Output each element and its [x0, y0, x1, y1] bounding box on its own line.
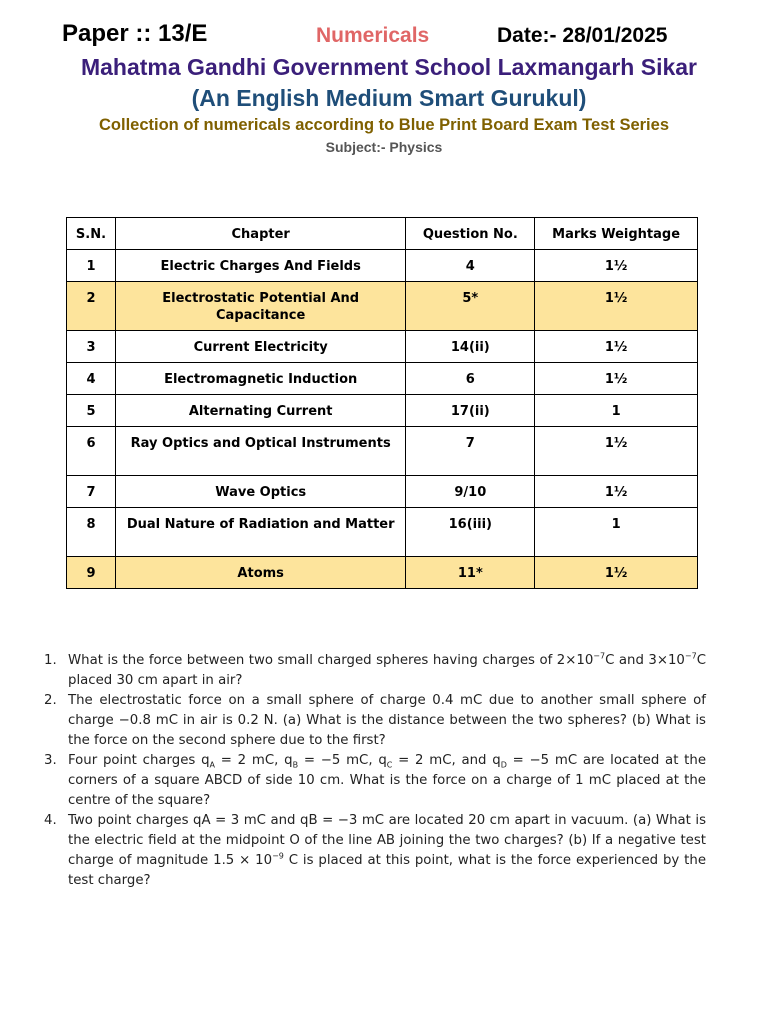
cell-chapter: Dual Nature of Radiation and Matter: [115, 508, 405, 557]
question-text: = −5 mC are located at the corners of a square ABCD of side 10 cm. What is the force on a charge of 1 mC placed at the centre of the square?: [68, 753, 706, 808]
header-sn: S.N.: [67, 218, 116, 250]
cell-q: 7: [406, 427, 535, 476]
cell-chapter: Ray Optics and Optical Instruments: [115, 427, 405, 476]
table-row: [67, 427, 698, 476]
cell-chapter: Electrostatic Potential And Capacitance: [115, 282, 405, 331]
cell-marks: 1: [535, 508, 698, 557]
blueprint-table: [66, 217, 698, 589]
cell-marks: 1½: [535, 282, 698, 331]
question-text: D: [500, 760, 507, 770]
cell-sn: 6: [67, 427, 116, 476]
section-label: Numericals: [316, 24, 430, 47]
question-text: −7: [593, 651, 606, 661]
question-text: = 2 mC, and q: [392, 753, 501, 768]
cell-q: 16(iii): [406, 508, 535, 557]
cell-marks: 1½: [535, 476, 698, 508]
table-row: [67, 282, 698, 331]
cell-marks: 1½: [535, 557, 698, 589]
question-text: What is the force between two small charged spheres having charges of 2×10: [68, 653, 594, 668]
cell-q: 11*: [406, 557, 535, 589]
cell-sn: 2: [67, 282, 116, 331]
collection-title: Collection of numericals according to Blue Print Board Exam Test Series: [99, 116, 669, 134]
table-row: [67, 395, 698, 427]
question-text: Four point charges q: [68, 753, 210, 768]
cell-q: 5*: [406, 282, 535, 331]
table-row: [67, 508, 698, 557]
cell-sn: 3: [67, 331, 116, 363]
table-row: [67, 476, 698, 508]
cell-q: 6: [406, 363, 535, 395]
school-name: Mahatma Gandhi Government School Laxmangarh Sikar: [80, 54, 698, 80]
header-question: Question No.: [406, 218, 535, 250]
cell-chapter: Alternating Current: [115, 395, 405, 427]
question-text: = 2 mC, q: [215, 753, 293, 768]
cell-sn: 1: [67, 250, 116, 282]
question-number: 3.: [44, 753, 57, 768]
cell-sn: 4: [67, 363, 116, 395]
question-text: Two point charges qA = 3 mC and qB = −3 mC are located 20 cm apart in vacuum. (a) What is the electric field at the midpoint O of the line AB joining the two charges? (b) If a negative test charge of magnitude 1.5 × 10: [68, 813, 706, 868]
question-list: [44, 651, 706, 891]
cell-marks: 1: [535, 395, 698, 427]
cell-marks: 1½: [535, 331, 698, 363]
question-number: 2.: [44, 693, 57, 708]
question-text: −7: [684, 651, 697, 661]
question-number: 4.: [44, 813, 57, 828]
cell-marks: 1½: [535, 363, 698, 395]
cell-sn: 7: [67, 476, 116, 508]
question-text: C is placed at this point, what is the force experienced by the test charge?: [68, 853, 706, 888]
cell-chapter: Electromagnetic Induction: [115, 363, 405, 395]
cell-marks: 1½: [535, 427, 698, 476]
question-item: [44, 691, 706, 751]
table-row: [67, 250, 698, 282]
table-row: [67, 331, 698, 363]
school-tagline: (An English Medium Smart Gurukul): [191, 85, 587, 111]
question-text: B: [292, 760, 299, 770]
header-chapter: Chapter: [115, 218, 405, 250]
question-text: = −5 mC, q: [298, 753, 387, 768]
table-row: [67, 363, 698, 395]
question-number: 1.: [44, 653, 57, 668]
question-text: C and 3×10: [605, 653, 685, 668]
cell-chapter: Atoms: [115, 557, 405, 589]
question-text: A: [209, 760, 215, 770]
cell-chapter: Current Electricity: [115, 331, 405, 363]
question-text: The electrostatic force on a small sphere of charge 0.4 mC due to another small sphere of charge −0.8 mC in air is 0.2 N. (a) What is the distance between the two spheres? (b) What is the force on the second sphere due to the first?: [68, 693, 706, 748]
cell-sn: 5: [67, 395, 116, 427]
cell-chapter: Electric Charges And Fields: [115, 250, 405, 282]
question-item: [44, 811, 706, 891]
subject: Subject:- Physics: [325, 139, 443, 155]
cell-q: 4: [406, 250, 535, 282]
cell-sn: 9: [67, 557, 116, 589]
question-text: C placed 30 cm apart in air?: [68, 653, 706, 688]
cell-q: 17(ii): [406, 395, 535, 427]
cell-sn: 8: [67, 508, 116, 557]
cell-q: 14(ii): [406, 331, 535, 363]
cell-marks: 1½: [535, 250, 698, 282]
date: Date:- 28/01/2025: [497, 24, 668, 47]
question-text: C: [386, 760, 393, 770]
question-item: [44, 651, 706, 691]
table-row: [67, 557, 698, 589]
question-text: −9: [272, 851, 284, 861]
cell-q: 9/10: [406, 476, 535, 508]
header-marks: Marks Weightage: [535, 218, 698, 250]
cell-chapter: Wave Optics: [115, 476, 405, 508]
question-item: [44, 751, 706, 811]
paper-code: Paper :: 13/E: [62, 20, 208, 47]
